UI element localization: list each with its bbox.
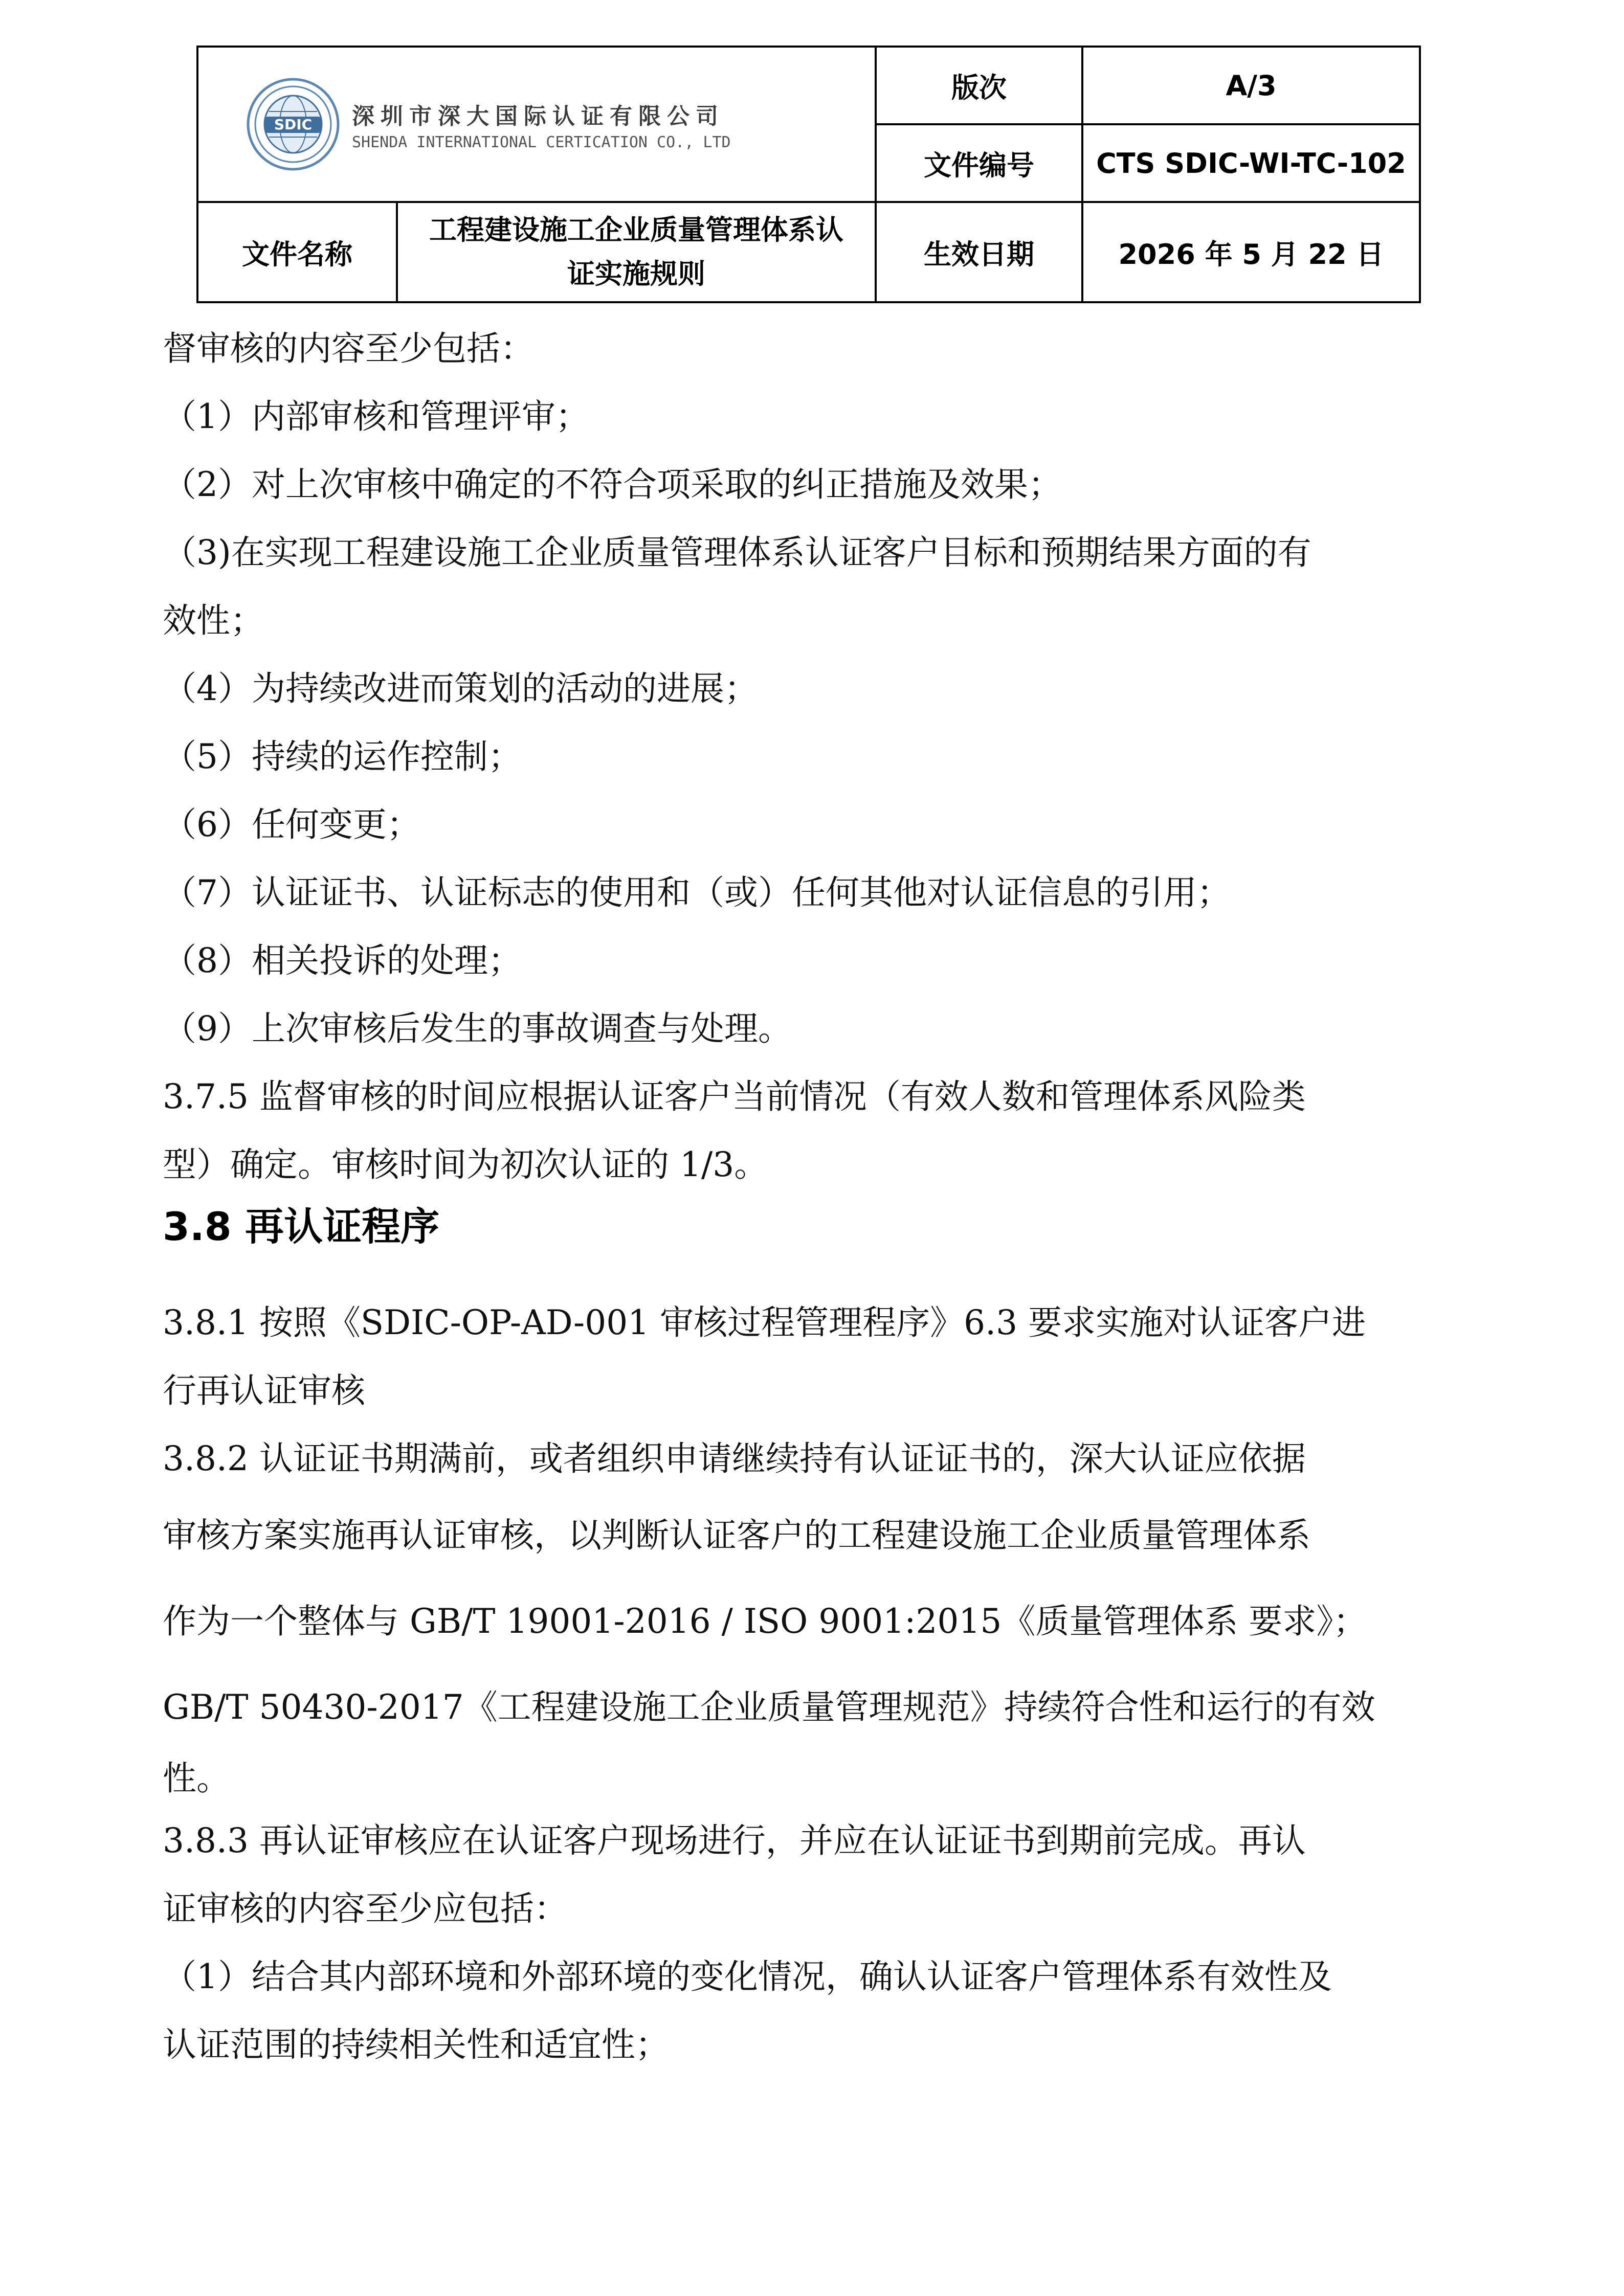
doc-number-value: CTS SDIC-WI-TC-102: [1082, 124, 1420, 202]
sdic-globe-logo-icon: [244, 76, 342, 173]
effective-date-value: 2026 年 5 月 22 日: [1082, 202, 1420, 302]
company-logo-cell: [197, 47, 876, 202]
effective-date-label: 生效日期: [876, 202, 1082, 302]
document-header-table: [196, 46, 1421, 303]
list-item: 认证范围的持续相关性和适宜性；: [163, 2025, 669, 2064]
list-item: （6）任何变更；: [163, 805, 420, 844]
paragraph-3-8-3-line: 3.8.3 再认证审核应在认证客户现场进行，并应在认证证书到期前完成。再认: [163, 1821, 1306, 1860]
list-item: （1）内部审核和管理评审；: [163, 397, 589, 436]
edition-value: A/3: [1082, 47, 1420, 124]
list-item: （8）相关投诉的处理；: [163, 941, 522, 980]
edition-label: 版次: [876, 47, 1082, 124]
company-logo: [198, 76, 875, 173]
doc-name-line-2: 证实施规则: [567, 258, 705, 290]
paragraph-3-8-2-line: GB/T 50430-2017《工程建设施工企业质量管理规范》持续符合性和运行的有效: [163, 1687, 1375, 1727]
section-heading-3-8: 3.8 再认证程序: [163, 1204, 440, 1249]
paragraph-3-7-5-line: 3.7.5 监督审核的时间应根据认证客户当前情况（有效人数和管理体系风险类: [163, 1077, 1306, 1116]
logo-letters: SDIC: [274, 116, 313, 133]
doc-name-line-1: 工程建设施工企业质量管理体系认: [429, 214, 843, 246]
list-item: （7）认证证书、认证标志的使用和（或）任何其他对认证信息的引用；: [163, 873, 1231, 912]
doc-name-label: 文件名称: [197, 202, 397, 302]
doc-number-label: 文件编号: [876, 124, 1082, 202]
paragraph-3-8-2-line: 性。: [163, 1759, 230, 1798]
list-item: 效性；: [163, 601, 264, 640]
list-item: （1）结合其内部环境和外部环境的变化情况，确认认证客户管理体系有效性及: [163, 1957, 1332, 1996]
doc-name-value: [397, 202, 876, 302]
document-body: [163, 314, 1472, 2079]
list-item: （9）上次审核后发生的事故调查与处理。: [163, 1009, 792, 1048]
paragraph-3-8-2-line: 作为一个整体与 GB/T 19001-2016 / ISO 9001:2015《质量管理体系 要求》；: [163, 1602, 1367, 1641]
paragraph-3-8-3-line: 证审核的内容至少应包括：: [163, 1889, 568, 1928]
list-item: （5）持续的运作控制；: [163, 737, 522, 776]
company-name-en: SHENDA INTERNATIONAL CERTICATION CO., LTD: [352, 133, 731, 151]
paragraph-3-8-1-line: 行再认证审核: [163, 1371, 365, 1410]
paragraph-3-8-2-line: 审核方案实施再认证审核，以判断认证客户的工程建设施工企业质量管理体系: [163, 1516, 1310, 1555]
company-name-cn: 深圳市深大国际认证有限公司: [352, 103, 724, 129]
list-item: （4）为持续改进而策划的活动的进展；: [163, 669, 758, 708]
list-item: （2）对上次审核中确定的不符合项采取的纠正措施及效果；: [163, 465, 1062, 504]
paragraph-intro: 督审核的内容至少包括：: [163, 329, 534, 368]
paragraph-3-7-5-line: 型）确定。审核时间为初次认证的 1/3。: [163, 1145, 768, 1184]
paragraph-3-8-1-line: 3.8.1 按照《SDIC-OP-AD-001 审核过程管理程序》6.3 要求实施对认证客户进: [163, 1303, 1366, 1342]
paragraph-3-8-2-line: 3.8.2 认证证书期满前，或者组织申请继续持有认证证书的，深大认证应依据: [163, 1439, 1306, 1478]
list-item: （3)在实现工程建设施工企业质量管理体系认证客户目标和预期结果方面的有: [163, 533, 1311, 572]
